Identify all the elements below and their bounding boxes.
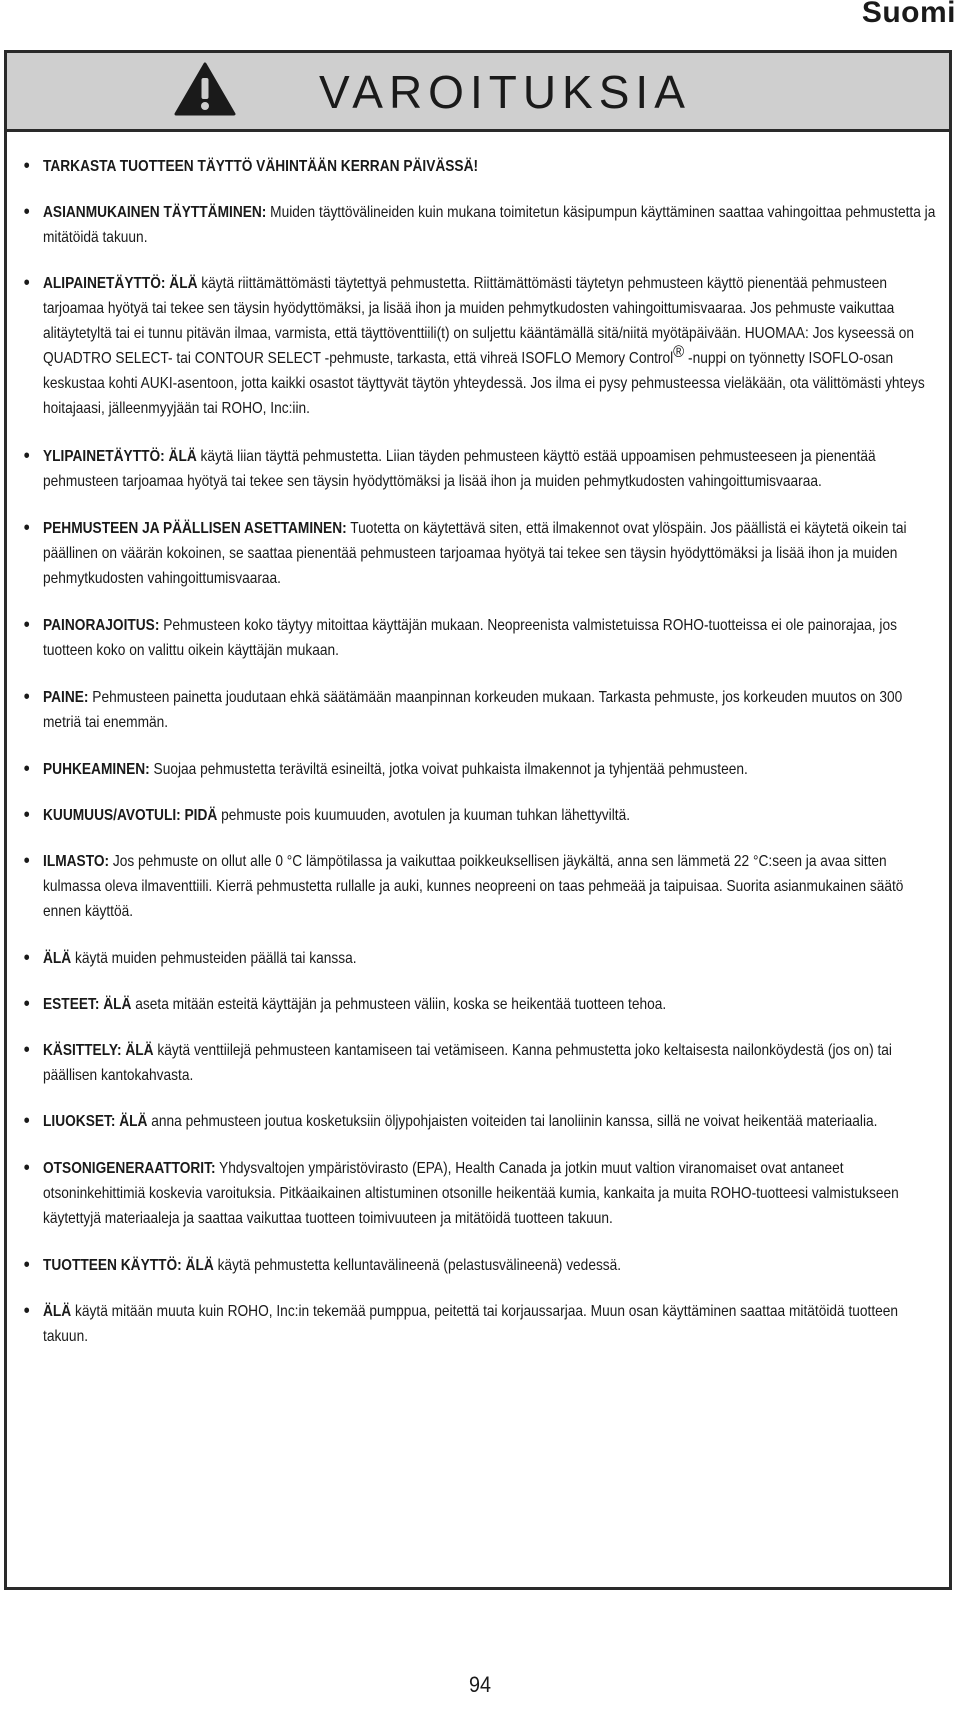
language-label: Suomi [861, 0, 956, 29]
warning-item-product-use [23, 1253, 936, 1278]
warning-item-overinflation [23, 444, 936, 494]
warning-item-climate [23, 849, 936, 924]
bullet-icon: • [23, 993, 30, 1015]
warning-text: Tuotetta on käytettävä siten, että ilmakennot ovat ylöspäin. Jos päällistä ei käytetä oikein tai päällinen on väärän kokoinen, se saattaa pienentää pehmusteen tarjoamaa hyötyä tai tekee sen täysin hyödyttömäksi ja lisää ihon ja muiden pehmytkudosten vahingoittumisvaaraa. [43, 520, 907, 587]
warning-lead: KÄSITTELY: ÄLÄ [43, 1042, 154, 1059]
registered-mark: ® [673, 341, 685, 361]
warning-item-ozone-generators [23, 1156, 936, 1231]
warning-item-accessories [23, 1299, 936, 1349]
warning-lead: ALIPAINETÄYTTÖ: ÄLÄ [43, 275, 198, 292]
warning-text: Yhdysvaltojen ympäristövirasto (EPA), Health Canada ja jotkin muut valtion viranomaiset ovat antaneet otsoninkehittimiä koskevia varoituksia. Pitkäaikainen altistuminen otsonille heikentää kumia, kankaita ja muita ROHO-tuotteesi valmistukseen käytettyjä materiaaleja ja saattaa vaikuttaa tuotteen toimivuuteen ja mitätöidä tuotteen takuun. [43, 1160, 899, 1227]
bullet-icon: • [23, 155, 30, 177]
warning-lead: LIUOKSET: ÄLÄ [43, 1113, 148, 1130]
bullet-icon: • [23, 804, 30, 826]
warning-item-daily-check [23, 154, 936, 179]
warning-item-cushion-cover-placement [23, 516, 936, 591]
page-number: 94 [468, 1672, 492, 1697]
warning-text: anna pehmusteen joutua kosketuksiin öljypohjaisten voiteiden tai lanoliinin kanssa, sillä ne voivat heikentää materiaalia. [147, 1113, 878, 1130]
bullet-icon: • [23, 947, 30, 969]
bullet-icon: • [23, 201, 30, 223]
warning-text: Jos pehmuste on ollut alle 0 °C lämpötilassa ja vaikuttaa poikkeuksellisen jäykältä, anna sen lämmetä 22 °C:seen ja avaa sitten kulmassa oleva ilmaventtiili. Kierrä pehmustetta rullalle ja auki, kunnes neopreeni on taas pehmeää ja taipuisaa. Suorita asianmukainen säätö ennen käyttöä. [43, 853, 904, 920]
bullet-icon: • [23, 1300, 30, 1322]
bullet-icon: • [23, 686, 30, 708]
warning-lead: ESTEET: ÄLÄ [43, 996, 132, 1013]
bullet-icon: • [23, 272, 30, 294]
bullet-icon: • [23, 614, 30, 636]
warning-lead: PUHKEAMINEN: [43, 761, 150, 778]
warning-lead: TUOTTEEN KÄYTTÖ: ÄLÄ [43, 1257, 214, 1274]
bullet-icon: • [23, 758, 30, 780]
warning-item-pressure [23, 685, 936, 735]
warning-item-solvents [23, 1109, 936, 1134]
bullet-icon: • [23, 1157, 30, 1179]
warning-text: käytä venttiilejä pehmusteen kantamiseen tai vetämiseen. Kanna pehmustetta joko keltaisesta nailonköydestä (jos on) tai päällisen kantokahvasta. [43, 1042, 892, 1084]
warning-text: käytä mitään muuta kuin ROHO, Inc:in tekemää pumppua, peitettä tai korjaussarjaa. Muun osan käyttäminen saattaa mitätöidä tuotteen takuun. [43, 1303, 899, 1345]
bullet-icon: • [23, 517, 30, 539]
warning-text: pehmuste pois kuumuuden, avotulen ja kuuman tuhkan lähettyviltä. [217, 807, 631, 824]
warning-item-stacking [23, 946, 936, 971]
warning-item-puncture [23, 757, 936, 782]
warning-text: Pehmusteen painetta joudutaan ehkä säätämään maanpinnan korkeuden mukaan. Tarkasta pehmuste, jos korkeuden muutos on 300 metriä tai enemmän. [43, 689, 903, 731]
bullet-icon: • [23, 1110, 30, 1132]
warning-item-handling [23, 1038, 936, 1088]
warning-text: Pehmusteen koko täytyy mitoittaa käyttäjän mukaan. Neopreenista valmistetuissa ROHO-tuotteissa ei ole painorajaa, jos tuotteen koko on valittu oikein käyttäjän mukaan. [43, 617, 897, 659]
warning-text: käytä riittämättömästi täytettyä pehmustetta. Riittämättömästi täytetyn pehmusteen käyttö pienentää pehmusteen tarjoamaa hyötyä tai tekee sen täysin hyödyttömäksi, ja lisää ihon ja muiden pehmytkudosten vahingoittumisvaaraa. Jos pehmuste vaikuttaa alitäytetyltä tai ei tunnu pitävän ilmaa, varmista, että täyttöventtiili(t) on suljettu kääntämällä sitä/niitä myötäpäivään. HUOMAA: Jos kyseessä on QUADTRO SELECT- tai CONTOUR SELECT -pehmuste, tarkasta, että vihreä ISOFLO Memory Control [43, 275, 915, 367]
warnings-frame [4, 50, 952, 1590]
bullet-icon: • [23, 1039, 30, 1061]
warning-item-obstacles [23, 992, 936, 1017]
warning-text-continued: -nuppi on työnnetty ISOFLO-osan keskustaa kohti AUKI-asentoon, jotta kaikki osastot täyttyvät täytön yhteydessä. Jos ilma ei pysy pehmusteessa vieläkään, ota välittömästi yhteys hoitajaasi, jälleenmyyjään tai ROHO, Inc:iin. [43, 350, 925, 417]
warning-lead: PAINE: [43, 689, 89, 706]
warning-item-underinflation [23, 271, 936, 421]
warning-lead: ÄLÄ [43, 1303, 72, 1320]
warning-lead: ASIANMUKAINEN TÄYTTÄMINEN: [43, 204, 267, 221]
warning-lead: PAINORAJOITUS: [43, 617, 160, 634]
warnings-banner [7, 53, 949, 132]
warning-lead: YLIPAINETÄYTTÖ: ÄLÄ [43, 448, 197, 465]
warning-text: käytä liian täyttä pehmustetta. Liian täyden pehmusteen käyttö estää uppoamisen pehmusteeseen ja pienentää pehmusteen tarjoamaa hyötyä tai tekee sen täysin hyödyttömäksi ja lisää ihon ja muiden pehmytkudosten vahingoittumisvaaraa. [43, 448, 876, 490]
warning-item-weight-limit [23, 613, 936, 663]
warning-text: Suojaa pehmustetta teräviltä esineiltä, jotka voivat puhkaista ilmakennot ja tyhjentää pehmusteen. [149, 761, 748, 778]
warning-text: käytä muiden pehmusteiden päällä tai kanssa. [71, 950, 357, 967]
warning-item-heat-open-flame [23, 803, 936, 828]
warning-triangle-icon [173, 61, 237, 117]
warning-lead: ÄLÄ [43, 950, 72, 967]
warning-lead: PEHMUSTEEN JA PÄÄLLISEN ASETTAMINEN: [43, 520, 347, 537]
bullet-icon: • [23, 850, 30, 872]
warning-lead: KUUMUUS/AVOTULI: PIDÄ [43, 807, 218, 824]
warning-lead: TARKASTA TUOTTEEN TÄYTTÖ VÄHINTÄÄN KERRAN PÄIVÄSSÄ! [43, 158, 479, 175]
warnings-list [7, 132, 949, 1349]
bullet-icon: • [23, 1254, 30, 1276]
warning-lead: ILMASTO: [43, 853, 110, 870]
warning-text: Muiden täyttövälineiden kuin mukana toimitetun käsipumpun käyttäminen saattaa vahingoittaa pehmustetta ja mitätöidä takuun. [43, 204, 936, 246]
bullet-icon: • [23, 445, 30, 467]
warning-lead: OTSONIGENERAATTORIT: [43, 1160, 216, 1177]
warning-text: käytä pehmustetta kelluntavälineenä (pelastusvälineenä) vedessä. [213, 1257, 622, 1274]
warning-item-proper-inflation [23, 200, 936, 250]
warning-text: aseta mitään esteitä käyttäjän ja pehmusteen väliin, koska se heikentää tuotteen tehoa. [131, 996, 667, 1013]
banner-title: VAROITUKSIA [319, 66, 691, 118]
